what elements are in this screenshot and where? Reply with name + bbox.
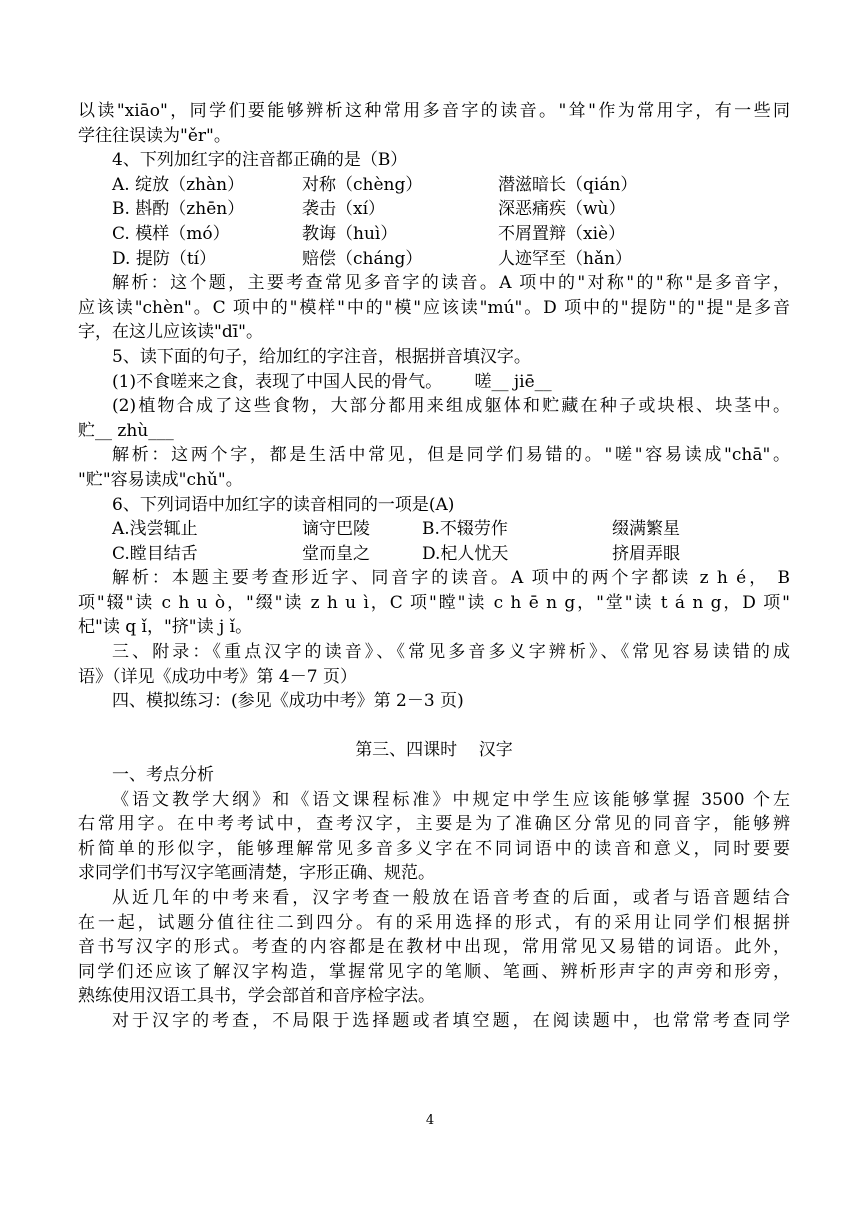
lesson-title: 第三、四课时 汉字	[355, 740, 513, 761]
section-heading: 一、考点分析	[112, 765, 214, 786]
question-5-analysis: 解析：这两个字，都是生活中常见，但是同学们易错的。"嗟"容易读成"chā"。	[112, 445, 790, 466]
question-4-option-b: B. 斟酌（zhēn） 袭击（xí） 深恶痛疾（wù）	[112, 199, 626, 220]
question-6-options-cd: C.瞠目结舌 堂而皇之 D.杞人忧天 挤眉弄眼	[112, 543, 680, 564]
text-line: 学往往误读为"ěr"。	[78, 125, 231, 146]
question-5-analysis: "贮"容易读成"chǔ"。	[78, 469, 243, 490]
paragraph-line: 对于汉字的考查，不局限于选择题或者填空题，在阅读题中，也常常考查同学	[112, 1010, 790, 1031]
question-4-stem: 4、下列加红字的注音都正确的是（B）	[112, 150, 408, 171]
paragraph-line: 析简单的形似字，能够理解常见多音多义字在不同词语中的读音和意义，同时要要	[78, 838, 790, 859]
question-4-option-d: D. 提防（tí） 赔偿（cháng） 人迹罕至（hǎn）	[112, 248, 633, 269]
question-6-analysis: 解析：本题主要考查形近字、同音字的读音。A 项中的两个字都读 z h é， B	[112, 568, 790, 589]
question-5-sentence-1: (1)不食嗟来之食，表现了中国人民的骨气。 嗟__ jiē__	[112, 371, 552, 392]
paragraph-line: 熟练使用汉语工具书，学会部首和音序检字法。	[78, 986, 435, 1007]
question-5-sentence-2-blank: 贮__ zhù___	[78, 420, 174, 441]
question-4-option-c: C. 模样（mó） 教诲（huì） 不屑置辩（xiè）	[112, 223, 626, 244]
question-4-analysis: 解析：这个题，主要考查常见多音字的读音。A 项中的"对称"的"称"是多音字，	[112, 273, 790, 294]
appendix-section: 三、附录：《重点汉字的读音》、《常见多音多义字辨析》、《常见容易读错的成	[112, 642, 790, 663]
question-5-sentence-2: (2)植物合成了这些食物，大部分都用来组成躯体和贮藏在种子或块根、块茎中。	[112, 396, 790, 417]
question-6-stem: 6、下列词语中加红字的读音相同的一项是(A)	[112, 494, 455, 515]
paragraph-line: 《语文教学大纲》和《语文课程标准》中规定中学生应该能够掌握 3500 个左	[112, 789, 790, 810]
question-4-option-a: A. 绽放（zhàn） 对称（chèng） 潜滋暗长（qián）	[112, 174, 638, 195]
paragraph-line: 从近几年的中考来看，汉字考查一般放在语音考查的后面，或者与语音题结合	[112, 888, 790, 908]
practice-section: 四、模拟练习：(参见《成功中考》第 2－3 页)	[112, 691, 464, 712]
page-number: 4	[425, 1113, 435, 1128]
paragraph-line: 右常用字。在中考考试中，查考汉字，主要是为了准确区分常见的同音字，能够辨	[78, 814, 790, 835]
page-content	[78, 99, 790, 1034]
question-4-analysis: 字，在这儿应该读"dī"。	[78, 322, 263, 343]
question-5-stem: 5、读下面的句子，给加红的字注音，根据拼音填汉字。	[112, 346, 531, 367]
paragraph-line: 求同学们书写汉字笔画清楚，字形正确、规范。	[78, 863, 435, 884]
paragraph-line: 音书写汉字的形式。考查的内容都是在教材中出现，常用常见又易错的词语。此外，	[78, 937, 790, 958]
paragraph-line: 在一起，试题分值往往二到四分。有的采用选择的形式，有的采用让同学们根据拼	[78, 912, 790, 933]
appendix-section: 语》（详见《成功中考》第 4－7 页）	[78, 666, 357, 687]
question-6-analysis: 项"辍"读 c h u ò，"缀"读 z h u ì，C 项"瞠"读 c h ē n g，"堂"读 t á n g，D 项"	[78, 592, 790, 613]
text-line: 以读"xiāo"，同学们要能够辨析这种常用多音字的读音。"耸"作为常用字，有一些同	[78, 101, 790, 121]
question-6-options-ab: A.浅尝辄止 谪守巴陵 B.不辍劳作 缀满繁星	[112, 519, 680, 540]
paragraph-line: 同学们还应该了解汉字构造，掌握常见字的笔顺、笔画、辨析形声字的声旁和形旁，	[78, 961, 790, 982]
spacer	[78, 714, 790, 739]
question-6-analysis: 杞"读 q ǐ，"挤"读 j ǐ。	[78, 617, 253, 638]
question-4-analysis: 应该读"chèn"。C 项中的"模样"中的"模"应该读"mú"。D 项中的"提防"的"提"是多音	[78, 297, 790, 318]
